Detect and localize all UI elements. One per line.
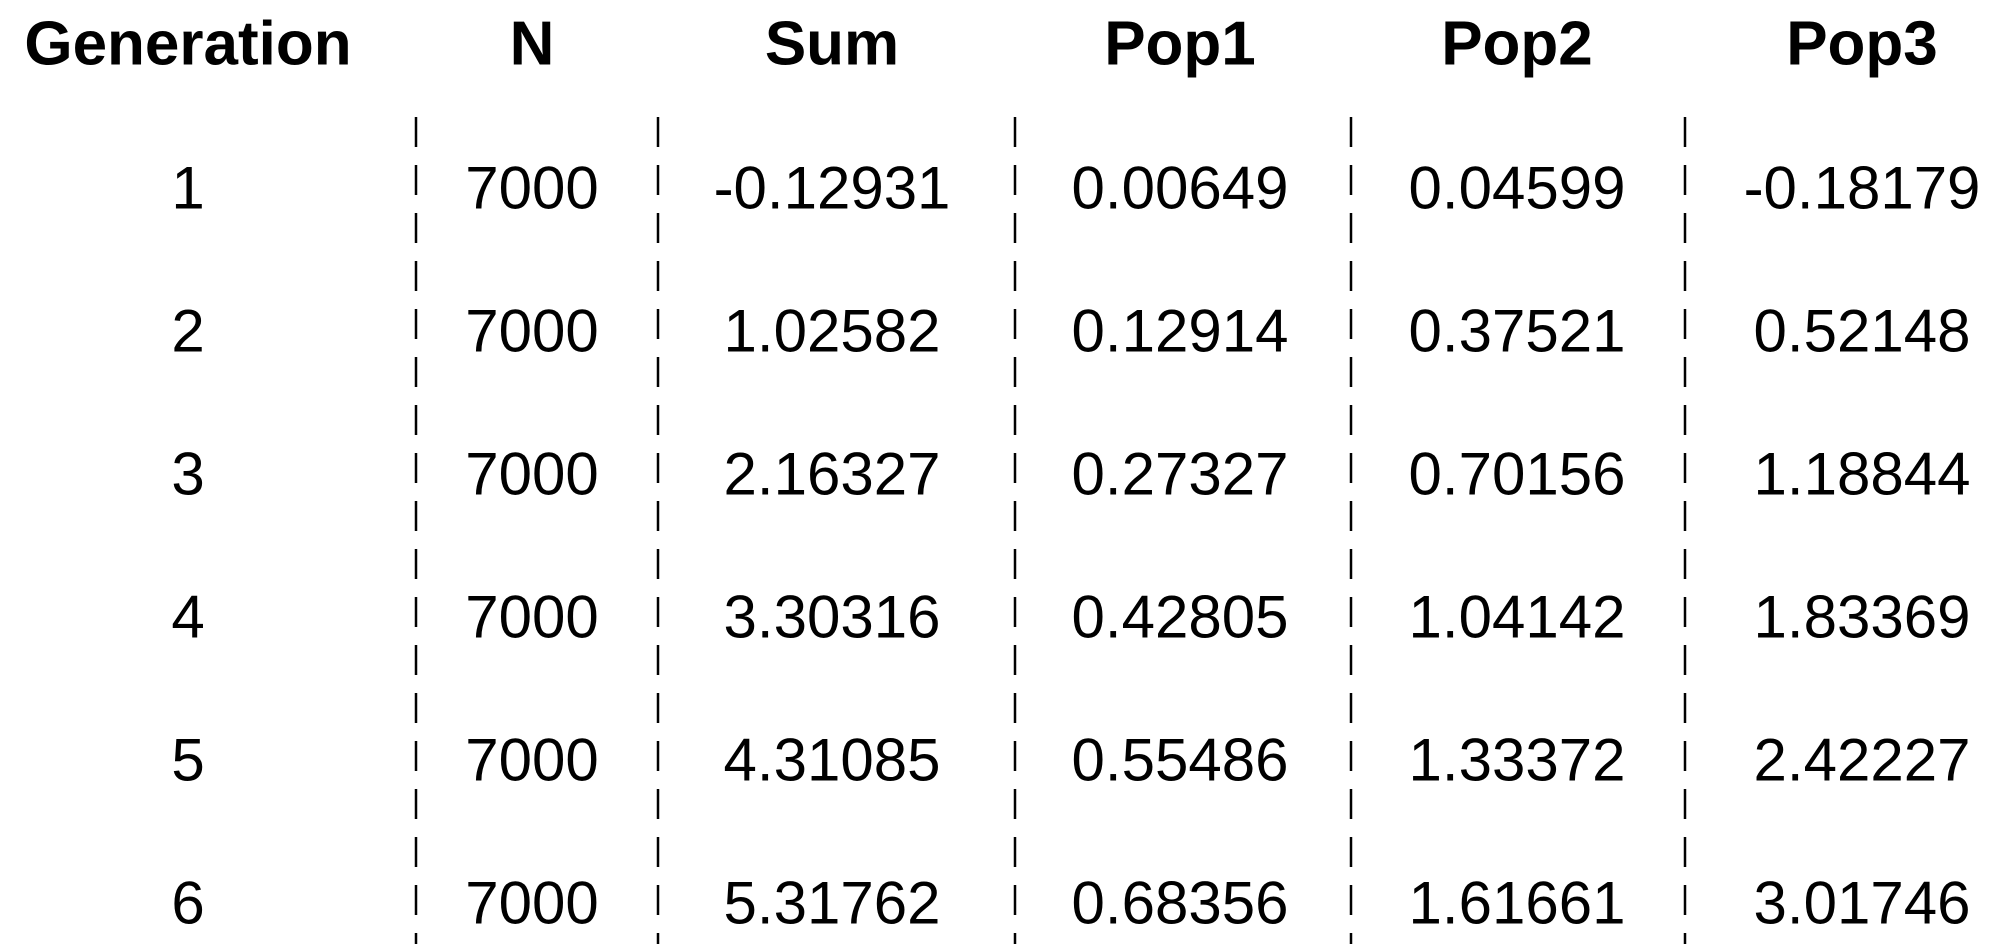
table-cell: 3.01746 — [1753, 869, 1971, 937]
table-row — [171, 155, 1980, 222]
table-cell: 7000 — [465, 869, 599, 937]
table-cell: 4.31085 — [723, 726, 941, 794]
column-header-pop1: Pop1 — [1104, 9, 1256, 79]
table-row — [171, 298, 1970, 365]
table-cell: 1.83369 — [1753, 583, 1971, 651]
table-row — [171, 870, 1970, 937]
table-cell: 1 — [171, 154, 205, 222]
table-cell: 7000 — [465, 440, 599, 508]
table-cell: 4 — [171, 583, 205, 651]
table-cell: 1.61661 — [1408, 869, 1626, 937]
table-row — [171, 441, 1970, 508]
table-row — [171, 727, 1970, 794]
table-cell: 1.04142 — [1408, 583, 1626, 651]
column-header-sum: Sum — [764, 9, 900, 79]
table-cell: 0.52148 — [1753, 297, 1971, 365]
table-cell: 5 — [171, 726, 205, 794]
column-separators — [416, 117, 1685, 944]
table-cell: 3 — [171, 440, 205, 508]
table-cell: -0.12931 — [713, 154, 951, 222]
table-row — [171, 584, 1970, 651]
table-cell: 0.00649 — [1071, 154, 1289, 222]
table-cell: 7000 — [465, 154, 599, 222]
table-cell: 0.27327 — [1071, 440, 1289, 508]
table-cell: 1.02582 — [723, 297, 941, 365]
table-cell: 7000 — [465, 297, 599, 365]
column-header-n: N — [509, 9, 555, 79]
table-cell: 2.42227 — [1753, 726, 1971, 794]
table-cell: 3.30316 — [723, 583, 941, 651]
column-header-pop3: Pop3 — [1786, 9, 1938, 79]
table-cell: 1.18844 — [1753, 440, 1971, 508]
table-body — [171, 155, 1980, 937]
table-cell: 5.31762 — [723, 869, 941, 937]
table-cell: 6 — [171, 869, 205, 937]
table-cell: 0.70156 — [1408, 440, 1626, 508]
table-cell: 2.16327 — [723, 440, 941, 508]
table-cell: 0.04599 — [1408, 154, 1626, 222]
table-cell: 0.12914 — [1071, 297, 1289, 365]
table-cell: 1.33372 — [1408, 726, 1626, 794]
column-header-pop2: Pop2 — [1441, 9, 1593, 79]
table-cell: -0.18179 — [1743, 154, 1981, 222]
table-cell: 0.42805 — [1071, 583, 1289, 651]
table-header — [24, 10, 1937, 79]
column-header-generation: Generation — [24, 9, 352, 79]
table-cell: 7000 — [465, 726, 599, 794]
table-cell: 0.37521 — [1408, 297, 1626, 365]
table-cell: 2 — [171, 297, 205, 365]
table-cell: 0.68356 — [1071, 869, 1289, 937]
table-cell: 0.55486 — [1071, 726, 1289, 794]
table-cell: 7000 — [465, 583, 599, 651]
